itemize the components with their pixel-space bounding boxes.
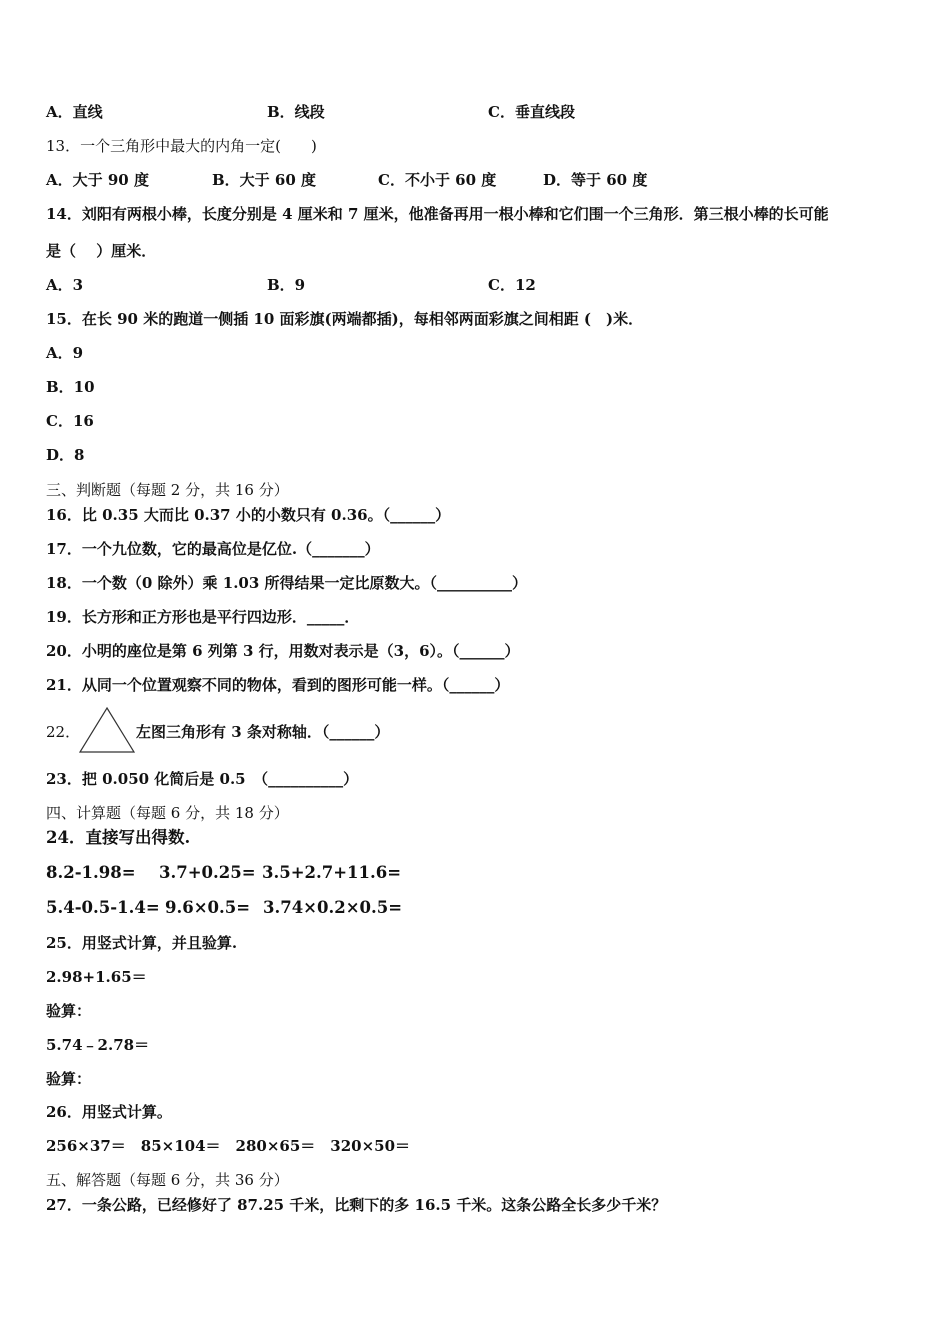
q13-option-d: D．等于 60 度 [543,171,648,189]
q25-check-1: 验算： [46,1002,92,1020]
q24-expr-3: 3.5+2.7+11.6= [262,863,402,882]
q27-question: 27．一条公路，已经修好了 87.25 千米，比剩下的多 16.5 千米。这条公路全长多少千米？ [46,1196,667,1214]
q25-check-2: 验算： [46,1070,92,1088]
q24-expr-2: 3.7+0.25= [159,863,256,882]
q12-option-b: B．线段 [267,103,325,121]
q15-option-c: C．16 [46,412,94,430]
q13-option-b: B．大于 60 度 [212,171,316,189]
q26-expressions: 256×37＝ 85×104＝ 280×65＝ 320×50＝ [46,1137,411,1155]
q23-statement: 23．把 0.050 化简后是 0.5 （__________） [46,770,359,788]
q13-option-a: A．大于 90 度 [46,171,149,189]
q18-statement: 18．一个数（0 除外）乘 1.03 所得结果一定比原数大。（__________） [46,574,528,592]
q12-option-c: C．垂直线段 [488,103,575,121]
q25-title: 25．用竖式计算，并且验算. [46,934,238,952]
q14-option-c: C．12 [488,276,536,294]
q16-statement: 16．比 0.35 大而比 0.37 小的小数只有 0.36。（______） [46,506,451,524]
q22-statement: 左图三角形有 3 条对称轴．（______） [136,723,390,741]
q15-option-a: A．9 [46,344,84,362]
q22-number: 22． [46,723,81,741]
q20-statement: 20．小明的座位是第 6 列第 3 行，用数对表示是（3，6）。（______） [46,642,520,660]
section-5-heading: 五、解答题（每题 6 分，共 36 分） [46,1171,289,1189]
q15-question: 15．在长 90 米的跑道一侧插 10 面彩旗(两端都插)，每相邻两面彩旗之间相距 ( )米． [46,310,644,328]
q24-title: 24．直接写出得数. [46,828,191,847]
q17-statement: 17．一个九位数，它的最高位是亿位.（_______） [46,540,380,558]
q24-expr-1: 8.2-1.98= [46,863,136,882]
q19-statement: 19．长方形和正方形也是平行四边形．_____． [46,608,360,626]
q25-expr-1: 2.98+1.65＝ [46,968,147,986]
q24-expr-4: 5.4-0.5-1.4= [46,898,160,917]
q12-option-a: A．直线 [46,103,103,121]
section-4-heading: 四、计算题（每题 6 分，共 18 分） [46,804,289,822]
q15-option-d: D．8 [46,446,85,464]
q13-question: 13．一个三角形中最大的内角一定( ) [46,137,317,155]
q14-option-b: B．9 [267,276,306,294]
q21-statement: 21．从同一个位置观察不同的物体，看到的图形可能一样。（______） [46,676,510,694]
q24-expr-5: 9.6×0.5= [165,898,251,917]
q13-option-c: C．不小于 60 度 [378,171,497,189]
triangle-figure [78,706,136,754]
section-3-heading: 三、判断题（每题 2 分，共 16 分） [46,481,289,499]
q15-option-b: B．10 [46,378,95,396]
q14-option-a: A．3 [46,276,84,294]
q14-question-line2: 是（ ）厘米． [46,242,157,260]
q25-expr-2: 5.74﹣2.78＝ [46,1036,150,1054]
q26-title: 26．用竖式计算。 [46,1103,172,1121]
q14-question-line1: 14．刘阳有两根小棒，长度分别是 4 厘米和 7 厘米，他准备再用一根小棒和它们围一个三角形．第三根小棒的长可能 [46,205,829,223]
q24-expr-6: 3.74×0.2×0.5= [263,898,403,917]
